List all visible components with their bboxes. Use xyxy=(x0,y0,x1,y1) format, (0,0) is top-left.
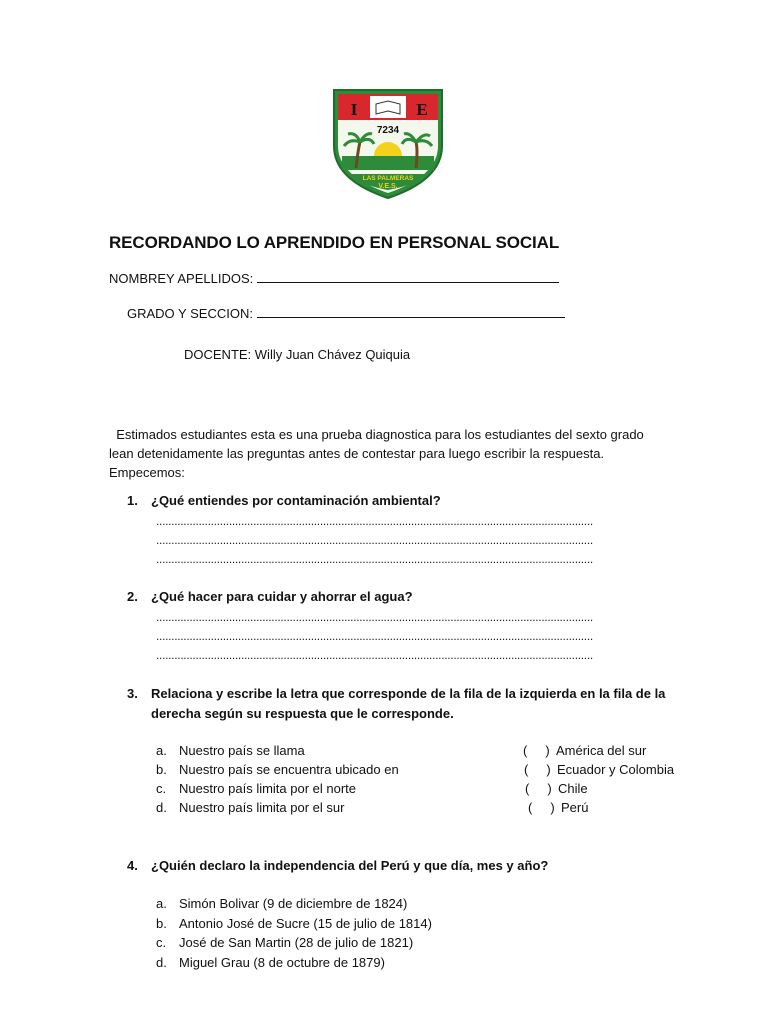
answer-blank[interactable]: ( ) xyxy=(524,762,551,777)
match-answer[interactable] xyxy=(524,762,674,777)
answer-line[interactable]: ................................................................................................................................................ xyxy=(156,514,593,528)
name-field xyxy=(109,270,559,286)
match-item-b xyxy=(156,762,399,777)
intro-paragraph xyxy=(109,425,709,482)
question-number: 2. xyxy=(127,589,138,604)
option-text: José de San Martin (28 de julio de 1821) xyxy=(179,935,414,950)
logo-subtitle: V.E.S. xyxy=(378,183,398,190)
match-answer[interactable] xyxy=(528,800,588,815)
answer-text: Chile xyxy=(558,781,588,796)
option-b[interactable] xyxy=(156,916,432,931)
option-d[interactable] xyxy=(156,955,385,970)
match-item-d xyxy=(156,800,344,815)
grade-field xyxy=(127,305,565,321)
option-c[interactable] xyxy=(156,935,413,950)
page-title: RECORDANDO LO APRENDIDO EN PERSONAL SOCIAL xyxy=(109,233,560,252)
intro-line: Empecemos: xyxy=(109,465,185,480)
option-letter: c. xyxy=(156,935,167,950)
item-text: Nuestro país limita por el norte xyxy=(179,781,357,796)
question-3 xyxy=(127,684,707,724)
item-letter: d. xyxy=(156,800,167,815)
name-field-label: NOMBREY APELLIDOS: xyxy=(109,271,254,286)
option-letter: d. xyxy=(156,955,167,970)
item-text: Nuestro país se llama xyxy=(179,743,305,758)
option-a[interactable] xyxy=(156,896,407,911)
teacher-name: DOCENTE: Willy Juan Chávez Quiquia xyxy=(184,347,411,362)
grade-field-line[interactable] xyxy=(257,305,565,318)
logo-letter-i: I xyxy=(350,100,358,119)
match-answer[interactable] xyxy=(525,781,588,796)
option-text: Simón Bolivar (9 de diciembre de 1824) xyxy=(179,896,408,911)
answer-line[interactable]: ................................................................................................................................................ xyxy=(156,533,593,547)
item-letter: a. xyxy=(156,743,167,758)
question-text: ¿Qué entiendes por contaminación ambiental? xyxy=(151,493,441,508)
question-4 xyxy=(109,858,548,873)
question-number: 3. xyxy=(127,686,138,701)
question-1 xyxy=(109,493,441,508)
question-text: Relaciona y escribe la letra que corresponde de la fila de la izquierda en la fila de la xyxy=(151,686,666,701)
match-item-a xyxy=(156,743,305,758)
item-letter: b. xyxy=(156,762,167,777)
match-answer[interactable] xyxy=(523,743,646,758)
question-number: 1. xyxy=(127,493,138,508)
grade-field-label: GRADO Y SECCION: xyxy=(127,306,253,321)
answer-text: Perú xyxy=(561,800,589,815)
intro-line: Estimados estudiantes esta es una prueba diagnostica para los estudiantes del sexto grado xyxy=(109,427,644,442)
question-text: ¿Qué hacer para cuidar y ahorrar el agua? xyxy=(151,589,413,604)
answer-text: América del sur xyxy=(556,743,647,758)
answer-line[interactable]: ................................................................................................................................................ xyxy=(156,629,593,643)
option-letter: b. xyxy=(156,916,167,931)
item-text: Nuestro país se encuentra ubicado en xyxy=(179,762,399,777)
question-text-continued: derecha según su respuesta que le corresponde. xyxy=(151,706,454,721)
logo-number: 7234 xyxy=(376,125,400,136)
answer-blank[interactable]: ( ) xyxy=(528,800,555,815)
option-text: Antonio José de Sucre (15 de julio de 1814) xyxy=(179,916,432,931)
logo-letter-e: E xyxy=(416,100,428,119)
answer-blank[interactable]: ( ) xyxy=(525,781,552,796)
item-letter: c. xyxy=(156,781,167,796)
question-2 xyxy=(109,589,413,604)
match-item-c xyxy=(156,781,356,796)
option-letter: a. xyxy=(156,896,167,911)
logo-banner-text: LAS PALMERAS xyxy=(362,175,414,182)
answer-line[interactable]: ................................................................................................................................................ xyxy=(156,648,593,662)
school-crest-logo xyxy=(328,84,448,202)
answer-line[interactable]: ................................................................................................................................................ xyxy=(156,610,593,624)
intro-line: lean detenidamente las preguntas antes de contestar para luego escribir la respuesta. xyxy=(109,446,605,461)
question-text: ¿Quién declaro la independencia del Perú y que día, mes y año? xyxy=(151,858,549,873)
answer-blank[interactable]: ( ) xyxy=(523,743,550,758)
item-text: Nuestro país limita por el sur xyxy=(179,800,345,815)
answer-text: Ecuador y Colombia xyxy=(557,762,675,777)
option-text: Miguel Grau (8 de octubre de 1879) xyxy=(179,955,385,970)
name-field-line[interactable] xyxy=(257,270,559,283)
question-number: 4. xyxy=(127,858,138,873)
answer-line[interactable]: ................................................................................................................................................ xyxy=(156,552,593,566)
